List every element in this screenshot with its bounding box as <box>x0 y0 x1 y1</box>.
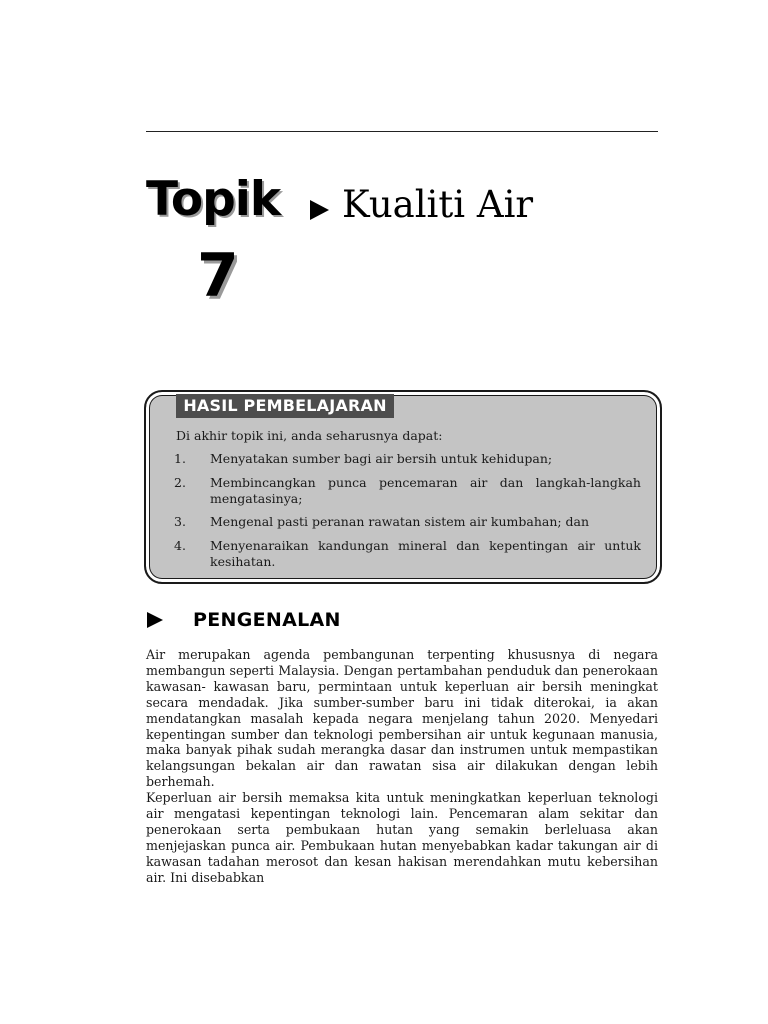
item-number: 4. <box>174 538 186 553</box>
learning-outcome-item <box>174 475 641 507</box>
topic-number: 7 <box>197 241 239 311</box>
topic-title: Kualiti Air <box>342 183 534 226</box>
body-paragraph: Keperluan air bersih memaksa kita untuk meningkatkan keperluan teknologi air mengatasi kepentingan teknologi lain. Pencemaran alam sekitar dan penerokaan serta pembukaan hutan yang semakin berleluasa akan menjejaskan punca air. Pembukaan hutan menyebabkan kadar takungan air di kawasan tadahan merosot dan kesan hakisan merendahkan mutu kebersihan air. Ini disebabkan <box>146 790 658 885</box>
section-heading: PENGENALAN <box>193 609 341 631</box>
learning-outcome-item <box>174 538 641 570</box>
topic-label: Topik <box>146 172 281 227</box>
learning-outcomes-heading: HASIL PEMBELAJARAN <box>176 394 394 418</box>
item-text: Mengenal pasti peranan rawatan sistem air kumbahan; dan <box>210 514 590 529</box>
item-number: 1. <box>174 451 186 466</box>
item-number: 2. <box>174 475 186 490</box>
learning-outcome-item <box>174 451 641 467</box>
body-paragraph: Air merupakan agenda pembangunan terpenting khususnya di negara membangun seperti Malaysia. Dengan pertambahan penduduk dan penerokaan kawasan- kawasan baru, permintaan untuk keperluan air bersih meningkat secara mendadak. Jika sumber-sumber baru ini tidak diterokai, ia akan mendatangkan masalah kepada negara menjelang tahun 2020. Menyedari kepentingan sumber dan teknologi pembersihan air untuk kegunaan manusia, maka banyak pihak sudah merangka dasar dan instrumen untuk mempastikan kelangsungan bekalan air dan rawatan sisa air dilakukan dengan lebih berhemah. <box>146 647 658 790</box>
item-text: Menyenaraikan kandungan mineral dan kepentingan air untuk kesihatan. <box>210 538 641 569</box>
section-arrow-icon <box>147 612 163 628</box>
learning-outcome-item <box>174 514 641 530</box>
item-number: 3. <box>174 514 186 529</box>
item-text: Membincangkan punca pencemaran air dan langkah-langkah mengatasinya; <box>210 475 641 506</box>
title-arrow-icon <box>310 200 329 220</box>
learning-outcomes-intro: Di akhir topik ini, anda seharusnya dapat: <box>176 428 443 443</box>
top-rule <box>146 131 658 132</box>
item-text: Menyatakan sumber bagi air bersih untuk kehidupan; <box>210 451 553 466</box>
